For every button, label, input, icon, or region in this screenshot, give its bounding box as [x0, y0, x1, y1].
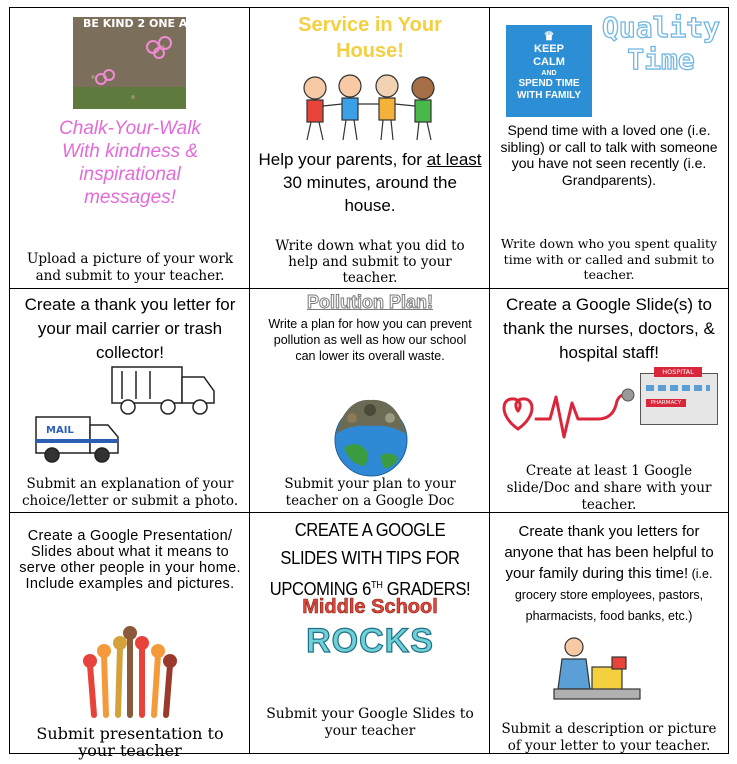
poster-line1: KEEP	[534, 43, 564, 55]
cell-chalk-your-walk	[10, 8, 250, 289]
grocery-cashier-image	[552, 633, 642, 711]
service-body-post: 30 minutes, around the house.	[283, 173, 457, 215]
cell-thank-hospital-staff	[490, 289, 728, 513]
cell-slides-6th-graders	[250, 513, 490, 753]
cell-thank-mail-carrier	[10, 289, 250, 513]
helping-hands-image	[80, 625, 180, 717]
mail-footer: Submit an explanation of your choice/letter or submit a photo.	[21, 476, 239, 509]
heartbeat-stethoscope-image	[496, 385, 636, 449]
cell-quality-time	[490, 8, 728, 289]
polluted-earth-image	[330, 396, 412, 478]
slides6-title-sup: TH	[370, 580, 383, 591]
cell-google-presentation	[10, 513, 250, 760]
pharmacy-sign: PHARMACY	[646, 399, 686, 407]
quality-title: Quality Time	[601, 11, 720, 76]
mail-heading: Create a thank you letter for your mail carrier or trash collector!	[24, 295, 236, 362]
crown-icon: ♛	[543, 29, 555, 43]
poster-line3: AND	[541, 70, 557, 77]
poster-line4: SPEND TIME	[518, 78, 580, 89]
logo-line1: Middle School	[302, 596, 438, 618]
chalk-heading: Chalk-Your-Walk With kindness & inspirational messages!	[59, 118, 201, 208]
slides6-title	[265, 516, 475, 603]
mail-truck-label: MAIL	[46, 425, 74, 436]
cell-pollution-plan	[250, 289, 490, 513]
pollution-body: Write a plan for how you can prevent pollution as well as how our school can lower its overall waste.	[268, 317, 472, 363]
poster-line5: WITH FAMILY	[516, 90, 582, 101]
thanks-heading: Create thank you letters for anyone that has been helpful to your family during this time!	[504, 523, 714, 582]
cell-thank-helpful-people	[490, 513, 728, 753]
quality-footer: Write down who you spent quality time with or called and submit to teacher.	[500, 236, 718, 282]
quality-body: Spend time with a loved one (i.e. sibling) or call to talk with someone you have not seen recently (i.e. Grandparents).	[500, 122, 718, 188]
chalk-message-text: BE KIND 2 ONE ANOTHER	[83, 17, 239, 30]
chalk-sidewalk-photo	[73, 17, 239, 109]
thanks-footer: Submit a description or picture of your letter to your teacher.	[501, 721, 717, 754]
service-body	[258, 148, 482, 217]
mail-truck-image	[32, 409, 122, 467]
slides6-title-post: GRADERS!	[382, 579, 471, 599]
choice-board-grid	[9, 7, 729, 760]
nurses-heading: Create a Google Slide(s) to thank the nurses, doctors, & hospital staff!	[503, 295, 715, 362]
pollution-title: Pollution Plan!	[307, 292, 433, 312]
garbage-truck-image	[106, 361, 218, 417]
slides6-title-pre: CREATE A GOOGLE SLIDES WITH TIPS FOR UPCOMING 6	[269, 520, 460, 599]
service-title: Service in Your House!	[298, 14, 442, 62]
slides6-footer: Submit your Google Slides to your teacher	[266, 706, 474, 739]
service-body-pre: Help your parents, for	[258, 150, 427, 169]
keep-calm-poster	[506, 25, 592, 117]
nurses-footer: Create at least 1 Google slide/Doc and share with your teacher.	[506, 463, 712, 513]
thanks-text	[494, 521, 724, 626]
hospital-building	[640, 363, 716, 423]
presentation-body: Create a Google Presentation/ Slides about what it means to serve other people in your home. Include examples and pictures.	[19, 528, 241, 592]
presentation-footer: Submit presentation to your teacher	[36, 724, 224, 760]
middle-school-rocks-logo	[302, 595, 438, 671]
pollution-footer: Submit your plan to your teacher on a Google Doc	[284, 476, 456, 509]
cell-service-in-your-house	[250, 8, 490, 289]
thanks-examples: (i.e. grocery store employees, pastors, pharmacists, food banks, etc.)	[514, 567, 713, 623]
service-footer: Write down what you did to help and submit to your teacher.	[275, 238, 465, 286]
service-body-underlined: at least	[426, 150, 482, 169]
chalk-footer: Upload a picture of your work and submit to your teacher.	[26, 251, 234, 284]
poster-line2: CALM	[533, 56, 565, 68]
kids-holding-hands-image	[295, 72, 445, 144]
logo-line2: ROCKS	[306, 622, 434, 660]
hospital-sign: HOSPITAL	[654, 367, 702, 377]
